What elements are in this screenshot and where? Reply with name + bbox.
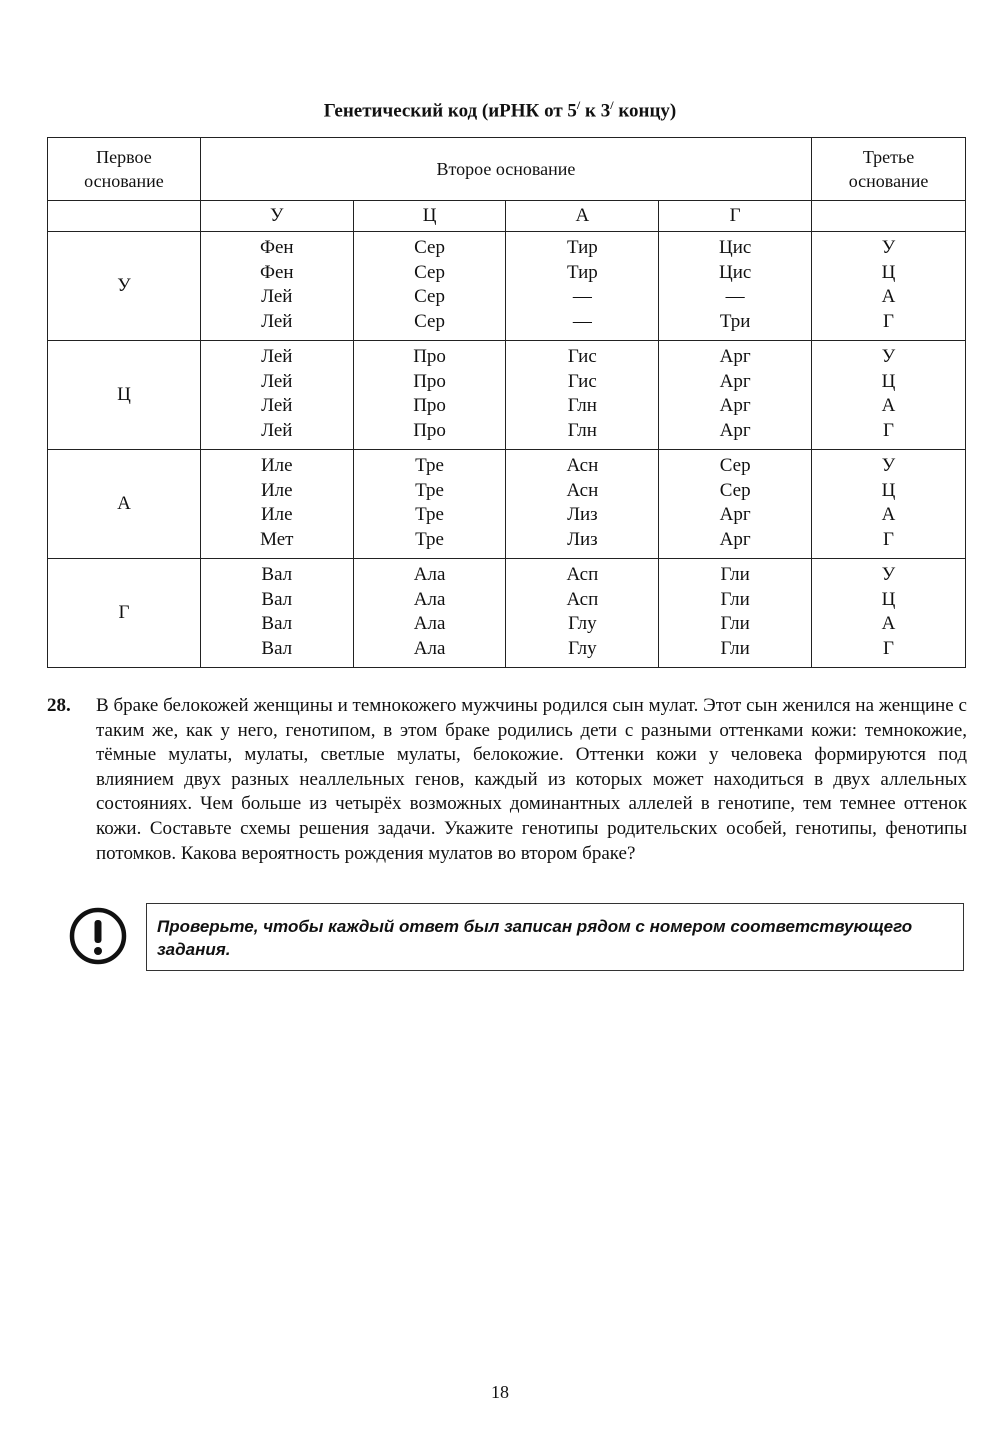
amino-acid: Арг [719,395,751,416]
amino-acid: Сер [414,237,445,258]
amino-acid: — [572,310,592,332]
third-base: Ц [881,479,896,501]
third-base: У [881,346,896,367]
amino-acid: Ала [413,613,446,634]
amino-acid-cell [353,341,506,450]
third-base-cell [812,450,966,559]
amino-acid: Арг [719,528,751,550]
first-base-cell: У [48,232,201,341]
table-title: Генетический код (иРНК от 5/ к 3/ концу) [323,98,677,122]
header-second-base: Второе основание [200,138,811,201]
amino-acid: Сер [414,286,445,307]
amino-acid: Тре [415,528,444,550]
amino-acid: Про [413,395,446,416]
amino-acid: Гис [567,370,597,392]
amino-acid: Лиз [567,504,598,525]
amino-acid: Вал [261,588,293,610]
amino-acid: Гли [720,564,750,585]
codon-row-group [48,450,966,559]
notice-box: Проверьте, чтобы каждый ответ был записан рядом с номером соответствующего задания. [146,903,964,971]
third-base: Г [883,528,895,550]
amino-acid-cell [506,232,659,341]
amino-acid: Ала [413,588,446,610]
amino-acid-cell [200,450,353,559]
codon-row-group [48,341,966,450]
amino-acid: Гли [720,613,750,634]
amino-acid-cell [506,450,659,559]
amino-acid-cell [659,232,812,341]
amino-acid: Три [719,310,751,332]
amino-acid: Тир [566,237,598,258]
amino-acid: Про [413,346,446,367]
amino-acid: Иле [260,479,293,501]
amino-acid: Иле [260,504,293,525]
third-base: А [881,504,896,525]
third-base: А [881,286,896,307]
amino-acid: Тир [566,261,598,283]
amino-acid: Тре [415,455,444,476]
amino-acid: Лей [261,370,293,392]
genetic-code-table [47,137,966,668]
amino-acid: Гли [720,588,750,610]
amino-acid-cell [659,450,812,559]
amino-acid: Лей [261,395,293,416]
second-base-g: Г [659,201,812,232]
first-base-cell: Г [48,559,201,668]
third-base: Ц [881,370,896,392]
third-base: Ц [881,588,896,610]
amino-acid: Арг [719,504,751,525]
first-base-cell: А [48,450,201,559]
amino-acid: — [572,286,592,307]
amino-acid: Асн [566,455,599,476]
third-base: А [881,395,896,416]
amino-acid-cell [353,232,506,341]
third-base: У [881,237,896,258]
amino-acid-cell [659,341,812,450]
third-base: А [881,613,896,634]
second-base-a: А [506,201,659,232]
third-base-cell [812,559,966,668]
amino-acid: Про [413,370,446,392]
amino-acid-cell [353,450,506,559]
amino-acid: Арг [719,346,751,367]
third-base-cell [812,341,966,450]
amino-acid-cell [506,341,659,450]
amino-acid: Про [413,419,446,441]
third-base: Ц [881,261,896,283]
amino-acid: Глу [568,637,597,659]
amino-acid: Гис [567,346,597,367]
amino-acid: Тре [415,479,444,501]
codon-row-group [48,559,966,668]
header-third-base: Третье основание [812,138,966,201]
codon-row-group [48,232,966,341]
amino-acid-cell [200,232,353,341]
amino-acid: Глн [567,419,597,441]
second-base-u: У [200,201,353,232]
amino-acid: Асп [566,564,599,585]
amino-acid: Цис [719,261,752,283]
amino-acid: Лей [261,310,293,332]
first-base-cell: Ц [48,341,201,450]
third-base: У [881,564,896,585]
amino-acid: — [725,286,745,307]
amino-acid: Ала [413,564,446,585]
amino-acid-cell [506,559,659,668]
amino-acid-cell [200,559,353,668]
amino-acid: Иле [260,455,293,476]
amino-acid: Ала [413,637,446,659]
amino-acid: Сер [719,479,751,501]
amino-acid: Сер [414,310,445,332]
amino-acid: Фен [259,237,294,258]
amino-acid: Лей [261,286,293,307]
amino-acid-cell [659,559,812,668]
amino-acid: Глу [568,613,597,634]
amino-acid-cell [200,341,353,450]
amino-acid: Вал [261,613,293,634]
amino-acid: Асп [566,588,599,610]
exclamation-circle-icon [69,907,127,965]
amino-acid: Фен [259,261,294,283]
third-base: Г [883,637,895,659]
amino-acid: Гли [720,637,750,659]
amino-acid: Мет [260,528,294,550]
second-base-c: Ц [353,201,506,232]
amino-acid: Арг [719,419,751,441]
amino-acid: Сер [719,455,751,476]
third-base: Г [883,419,895,441]
amino-acid: Арг [719,370,751,392]
amino-acid: Лей [261,419,293,441]
amino-acid: Сер [414,261,445,283]
amino-acid: Глн [567,395,597,416]
amino-acid: Тре [415,504,444,525]
page-number: 18 [491,1382,509,1402]
third-base: У [881,455,896,476]
amino-acid: Лиз [567,528,598,550]
third-base: Г [883,310,895,332]
question-28 [47,694,967,866]
amino-acid: Лей [261,346,293,367]
amino-acid: Вал [261,564,293,585]
amino-acid: Вал [261,637,293,659]
header-first-base: Первое основание [48,138,201,201]
question-text: В браке белокожей женщины и темнокожего мужчины родился сын мулат. Этот сын женился на женщине с таким же, как у него, генотипом, в этом браке родились дети с разными оттенками кожи: темнокожие, тёмные мулаты, мулаты, светлые мулаты, белокожие. Оттенки кожи у человека формируются под влиянием двух разных неаллельных генов, каждый из которых может находиться в двух аллельных состояниях. Чем больше из четырёх возможных доминантных аллелей в генотипе, тем темнее оттенок кожи. Составьте схемы решения задачи. Укажите генотипы родительских особей, генотипы, фенотипы потомков. Какова вероятность рождения мулатов во втором браке? [96,695,967,864]
amino-acid-cell [353,559,506,668]
amino-acid: Цис [719,237,752,258]
question-number: 28. [47,695,71,716]
amino-acid: Асн [566,479,599,501]
third-base-cell [812,232,966,341]
